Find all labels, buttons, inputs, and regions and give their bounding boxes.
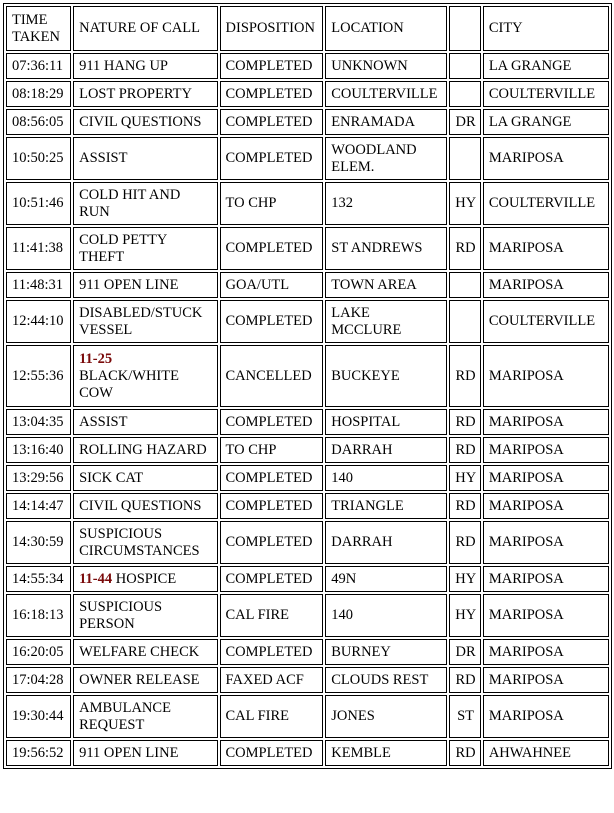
time-cell: 08:18:29 xyxy=(6,81,71,107)
nature-cell xyxy=(73,566,217,592)
nature-text: SICK CAT xyxy=(79,469,144,486)
nature-cell xyxy=(73,437,217,463)
time-cell: 13:29:56 xyxy=(6,465,71,491)
table-row xyxy=(6,345,609,407)
table-row xyxy=(6,300,609,343)
city-cell: AHWAHNEE xyxy=(483,740,609,766)
call-log-body xyxy=(6,53,609,766)
time-cell: 13:16:40 xyxy=(6,437,71,463)
nature-text: COLD HIT AND RUN xyxy=(79,186,181,220)
disposition-cell: COMPLETED xyxy=(220,409,324,435)
disposition-cell: CANCELLED xyxy=(220,345,324,407)
city-cell: MARIPOSA xyxy=(483,521,609,564)
location-cell: BURNEY xyxy=(325,639,447,665)
header-nature: NATURE OF CALL xyxy=(73,6,217,51)
nature-text: CIVIL QUESTIONS xyxy=(79,113,202,130)
disposition-cell: COMPLETED xyxy=(220,493,324,519)
city-cell: LA GRANGE xyxy=(483,53,609,79)
suffix-cell: RD xyxy=(449,740,481,766)
nature-cell xyxy=(73,740,217,766)
suffix-cell: HY xyxy=(449,566,481,592)
suffix-cell: HY xyxy=(449,182,481,225)
suffix-cell xyxy=(449,137,481,180)
city-cell: MARIPOSA xyxy=(483,437,609,463)
nature-cell xyxy=(73,300,217,343)
suffix-cell: HY xyxy=(449,465,481,491)
suffix-cell: RD xyxy=(449,493,481,519)
nature-cell xyxy=(73,493,217,519)
nature-text: ASSIST xyxy=(79,413,128,430)
header-disposition: DISPOSITION xyxy=(220,6,324,51)
location-cell: CLOUDS REST xyxy=(325,667,447,693)
disposition-cell: COMPLETED xyxy=(220,566,324,592)
table-row xyxy=(6,594,609,637)
nature-cell xyxy=(73,109,217,135)
nature-cell xyxy=(73,345,217,407)
nature-cell xyxy=(73,81,217,107)
table-row xyxy=(6,521,609,564)
table-row xyxy=(6,182,609,225)
city-cell: COULTERVILLE xyxy=(483,300,609,343)
time-cell: 16:20:05 xyxy=(6,639,71,665)
disposition-cell: COMPLETED xyxy=(220,81,324,107)
nature-cell xyxy=(73,639,217,665)
nature-text: COLD PETTY THEFT xyxy=(79,231,167,265)
location-cell: ENRAMADA xyxy=(325,109,447,135)
city-cell: MARIPOSA xyxy=(483,695,609,738)
disposition-cell: TO CHP xyxy=(220,182,324,225)
suffix-cell xyxy=(449,53,481,79)
disposition-cell: GOA/UTL xyxy=(220,272,324,298)
nature-text: AMBULANCE REQUEST xyxy=(79,699,171,733)
nature-cell xyxy=(73,53,217,79)
city-cell: MARIPOSA xyxy=(483,493,609,519)
time-cell: 11:41:38 xyxy=(6,227,71,270)
location-cell: 140 xyxy=(325,594,447,637)
location-cell: 132 xyxy=(325,182,447,225)
city-cell: MARIPOSA xyxy=(483,667,609,693)
disposition-cell: FAXED ACF xyxy=(220,667,324,693)
suffix-cell: DR xyxy=(449,109,481,135)
location-cell: LAKE MCCLURE xyxy=(325,300,447,343)
table-row xyxy=(6,409,609,435)
time-cell: 16:18:13 xyxy=(6,594,71,637)
table-row xyxy=(6,493,609,519)
table-row xyxy=(6,109,609,135)
disposition-cell: COMPLETED xyxy=(220,300,324,343)
suffix-cell: DR xyxy=(449,639,481,665)
nature-cell xyxy=(73,272,217,298)
suffix-cell xyxy=(449,300,481,343)
disposition-cell: COMPLETED xyxy=(220,109,324,135)
nature-text: 911 OPEN LINE xyxy=(79,276,179,293)
city-cell: MARIPOSA xyxy=(483,345,609,407)
time-cell: 19:56:52 xyxy=(6,740,71,766)
disposition-cell: CAL FIRE xyxy=(220,695,324,738)
suffix-cell: RD xyxy=(449,667,481,693)
time-cell: 12:44:10 xyxy=(6,300,71,343)
call-code: 11-44 xyxy=(79,570,113,587)
suffix-cell xyxy=(449,81,481,107)
time-cell: 14:55:34 xyxy=(6,566,71,592)
time-cell: 17:04:28 xyxy=(6,667,71,693)
table-row xyxy=(6,639,609,665)
suffix-cell: ST xyxy=(449,695,481,738)
header-city: CITY xyxy=(483,6,609,51)
city-cell: MARIPOSA xyxy=(483,639,609,665)
disposition-cell: COMPLETED xyxy=(220,53,324,79)
city-cell: MARIPOSA xyxy=(483,566,609,592)
nature-cell xyxy=(73,227,217,270)
call-code: 11-25 xyxy=(79,350,113,367)
disposition-cell: COMPLETED xyxy=(220,227,324,270)
time-cell: 10:51:46 xyxy=(6,182,71,225)
location-cell: UNKNOWN xyxy=(325,53,447,79)
nature-text: 911 OPEN LINE xyxy=(79,744,179,761)
nature-text: BLACK/WHITE COW xyxy=(79,367,179,401)
table-row xyxy=(6,437,609,463)
location-cell: 49N xyxy=(325,566,447,592)
suffix-cell: HY xyxy=(449,594,481,637)
suffix-cell xyxy=(449,272,481,298)
disposition-cell: COMPLETED xyxy=(220,521,324,564)
suffix-cell: RD xyxy=(449,345,481,407)
city-cell: COULTERVILLE xyxy=(483,182,609,225)
location-cell: TRIANGLE xyxy=(325,493,447,519)
table-row xyxy=(6,695,609,738)
header-time: TIME TAKEN xyxy=(6,6,71,51)
time-cell: 14:14:47 xyxy=(6,493,71,519)
table-row xyxy=(6,227,609,270)
disposition-cell: CAL FIRE xyxy=(220,594,324,637)
nature-cell xyxy=(73,137,217,180)
time-cell: 12:55:36 xyxy=(6,345,71,407)
nature-text: ROLLING HAZARD xyxy=(79,441,207,458)
nature-cell xyxy=(73,594,217,637)
table-row xyxy=(6,53,609,79)
nature-cell xyxy=(73,695,217,738)
disposition-cell: COMPLETED xyxy=(220,740,324,766)
city-cell: LA GRANGE xyxy=(483,109,609,135)
disposition-cell: COMPLETED xyxy=(220,465,324,491)
location-cell: ST ANDREWS xyxy=(325,227,447,270)
disposition-cell: COMPLETED xyxy=(220,639,324,665)
nature-text: OWNER RELEASE xyxy=(79,671,200,688)
table-row xyxy=(6,566,609,592)
time-cell: 07:36:11 xyxy=(6,53,71,79)
location-cell: JONES xyxy=(325,695,447,738)
table-row xyxy=(6,667,609,693)
nature-text: 911 HANG UP xyxy=(79,57,168,74)
time-cell: 13:04:35 xyxy=(6,409,71,435)
nature-text: ASSIST xyxy=(79,150,128,166)
location-cell: DARRAH xyxy=(325,521,447,564)
nature-text: SUSPICIOUS PERSON xyxy=(79,598,163,632)
city-cell: MARIPOSA xyxy=(483,137,609,180)
table-row xyxy=(6,740,609,766)
nature-text: LOST PROPERTY xyxy=(79,85,192,102)
nature-text: CIVIL QUESTIONS xyxy=(79,497,202,514)
nature-text: SUSPICIOUS CIRCUMSTANCES xyxy=(79,525,200,559)
suffix-cell: RD xyxy=(449,437,481,463)
city-cell: MARIPOSA xyxy=(483,465,609,491)
city-cell: MARIPOSA xyxy=(483,272,609,298)
location-cell: TOWN AREA xyxy=(325,272,447,298)
location-cell: KEMBLE xyxy=(325,740,447,766)
nature-cell xyxy=(73,521,217,564)
city-cell: MARIPOSA xyxy=(483,409,609,435)
table-row xyxy=(6,272,609,298)
suffix-cell: RD xyxy=(449,409,481,435)
header-suffix xyxy=(449,6,481,51)
location-cell: DARRAH xyxy=(325,437,447,463)
table-row xyxy=(6,81,609,107)
location-cell: WOODLAND ELEM. xyxy=(325,137,447,180)
suffix-cell: RD xyxy=(449,227,481,270)
header-row xyxy=(6,6,609,51)
location-cell: COULTERVILLE xyxy=(325,81,447,107)
time-cell: 14:30:59 xyxy=(6,521,71,564)
nature-text: DISABLED/STUCK VESSEL xyxy=(79,304,203,338)
location-cell: BUCKEYE xyxy=(325,345,447,407)
table-row xyxy=(6,137,609,180)
city-cell: COULTERVILLE xyxy=(483,81,609,107)
nature-cell xyxy=(73,465,217,491)
time-cell: 19:30:44 xyxy=(6,695,71,738)
location-cell: 140 xyxy=(325,465,447,491)
header-location: LOCATION xyxy=(325,6,447,51)
nature-text: HOSPICE xyxy=(115,570,177,587)
suffix-cell: RD xyxy=(449,521,481,564)
disposition-cell: TO CHP xyxy=(220,437,324,463)
time-cell: 11:48:31 xyxy=(6,272,71,298)
disposition-cell: COMPLETED xyxy=(220,137,324,180)
nature-cell xyxy=(73,409,217,435)
city-cell: MARIPOSA xyxy=(483,227,609,270)
city-cell: MARIPOSA xyxy=(483,594,609,637)
location-cell: HOSPITAL xyxy=(325,409,447,435)
nature-cell xyxy=(73,667,217,693)
time-cell: 10:50:25 xyxy=(6,137,71,180)
call-log-table xyxy=(3,3,612,769)
table-row xyxy=(6,465,609,491)
nature-cell xyxy=(73,182,217,225)
nature-text: WELFARE CHECK xyxy=(79,643,200,660)
time-cell: 08:56:05 xyxy=(6,109,71,135)
